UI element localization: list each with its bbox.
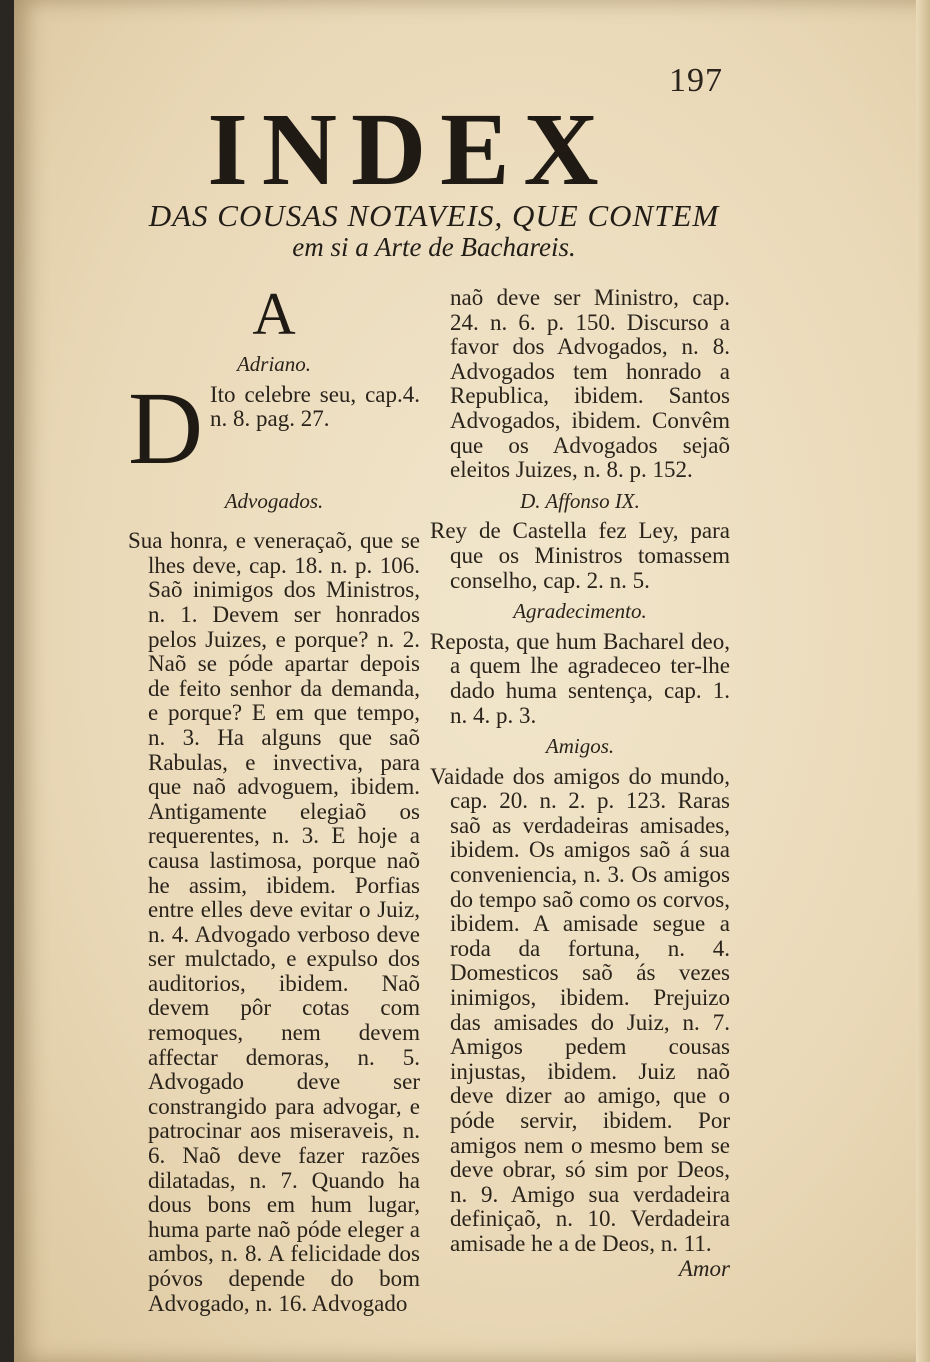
section-letter: A	[252, 281, 296, 347]
right-column	[430, 286, 730, 1281]
heading-affonso: D. Affonso IX.	[520, 488, 640, 513]
heading-advogados: Advogados.	[224, 488, 324, 513]
book-page	[14, 0, 930, 1362]
entry-adriano: Ito celebre seu, cap.4. n. 8. pag. 27.	[210, 381, 420, 432]
heading-amigos: Amigos.	[545, 734, 615, 759]
entry-amigos: Vaidade dos amigos do mundo, cap. 20. n. 2. p. 123. Raras saõ as verdadeiras amisades, ibidem. Os amigos saõ á sua conveniencia, n. 3. Os amigos do tempo saõ como os corvos, ibidem. A amisade segue a roda da fortuna, n. 4. Domesticos saõ ás vezes inimigos, ibidem. Prejuizo das amisades do Juiz, n. 7. Amigos pedem cousas injustas, ibidem. Juiz naõ deve dizer ao amigo, que o póde servir, ibidem. Por amigos nem o mesmo bem se deve obrar, só sim por Deos, n. 9. Amigo sua verdadeira definiçaõ, n. 10. Verdadeira amisade he a de Deos, n. 11.	[430, 763, 730, 1256]
dropcap-entry	[128, 370, 420, 486]
subtitle-line-2: em si a Arte de Bachareis.	[292, 232, 576, 262]
subtitle-line-1: DAS COUSAS NOTAVEIS, QUE CONTEM	[148, 198, 720, 233]
page-title: INDEX	[207, 92, 613, 207]
entry-advogados: Sua honra, e veneraçaõ, que se lhes deve, cap. 18. n. p. 106. Saõ inimigos dos Ministros, n. 1. Devem ser honrados pelos Juizes, e porque? n. 2. Naõ se póde apartar depois de feito senhor da demanda, e porque? E em que tempo, n. 3. Ha alguns que saõ Rabulas, e invectiva, para que naõ advoguem, ibidem. Antigamente elegiaõ os requerentes, n. 3. E hoje a causa lastimosa, porque naõ he assim, ibidem. Porfias entre elles deve evitar o Juiz, n. 4. Advogado verboso deve ser mulctado, e expulso dos auditorios, ibidem. Naõ devem pôr cotas com remoques, nem devem affectar demoras, n. 5. Advogado deve ser constrangido para advogar, e patrocinar aos miseraveis, n. 6. Naõ deve fazer razões dilatadas, n. 7. Quando ha dous bons em hum lugar, huma parte naõ póde eleger a ambos, n. 8. A felicidade dos póvos depende do bom Advogado, n. 16. Advogado	[128, 528, 420, 1316]
dropcap-letter: D	[128, 370, 204, 486]
entry-agradecimento: Reposta, que hum Bacharel deo, a quem lhe agradeceo ter-lhe dado huma sentença, cap. 1. n. 4. p. 3.	[430, 628, 730, 728]
entry-affonso: Rey de Castella fez Ley, para que os Ministros tomassem conselho, cap. 2. n. 5.	[430, 518, 730, 593]
heading-adriano: Adriano.	[236, 352, 312, 376]
page-edge	[916, 0, 930, 1362]
heading-agradecimento: Agradecimento.	[513, 599, 647, 624]
catchword: Amor	[678, 1255, 730, 1281]
entry-advogados-continued: naõ deve ser Ministro, cap. 24. n. 6. p. 150. Discurso a favor dos Advogados, n. 8. Advogados tem honrado a Republica, ibidem. Santos Advogados, ibidem. Convêm que os Advogados sejaõ eleitos Juizes, n. 8. p. 152.	[450, 285, 730, 483]
page-number: 197	[669, 62, 723, 99]
left-column	[128, 282, 420, 1316]
